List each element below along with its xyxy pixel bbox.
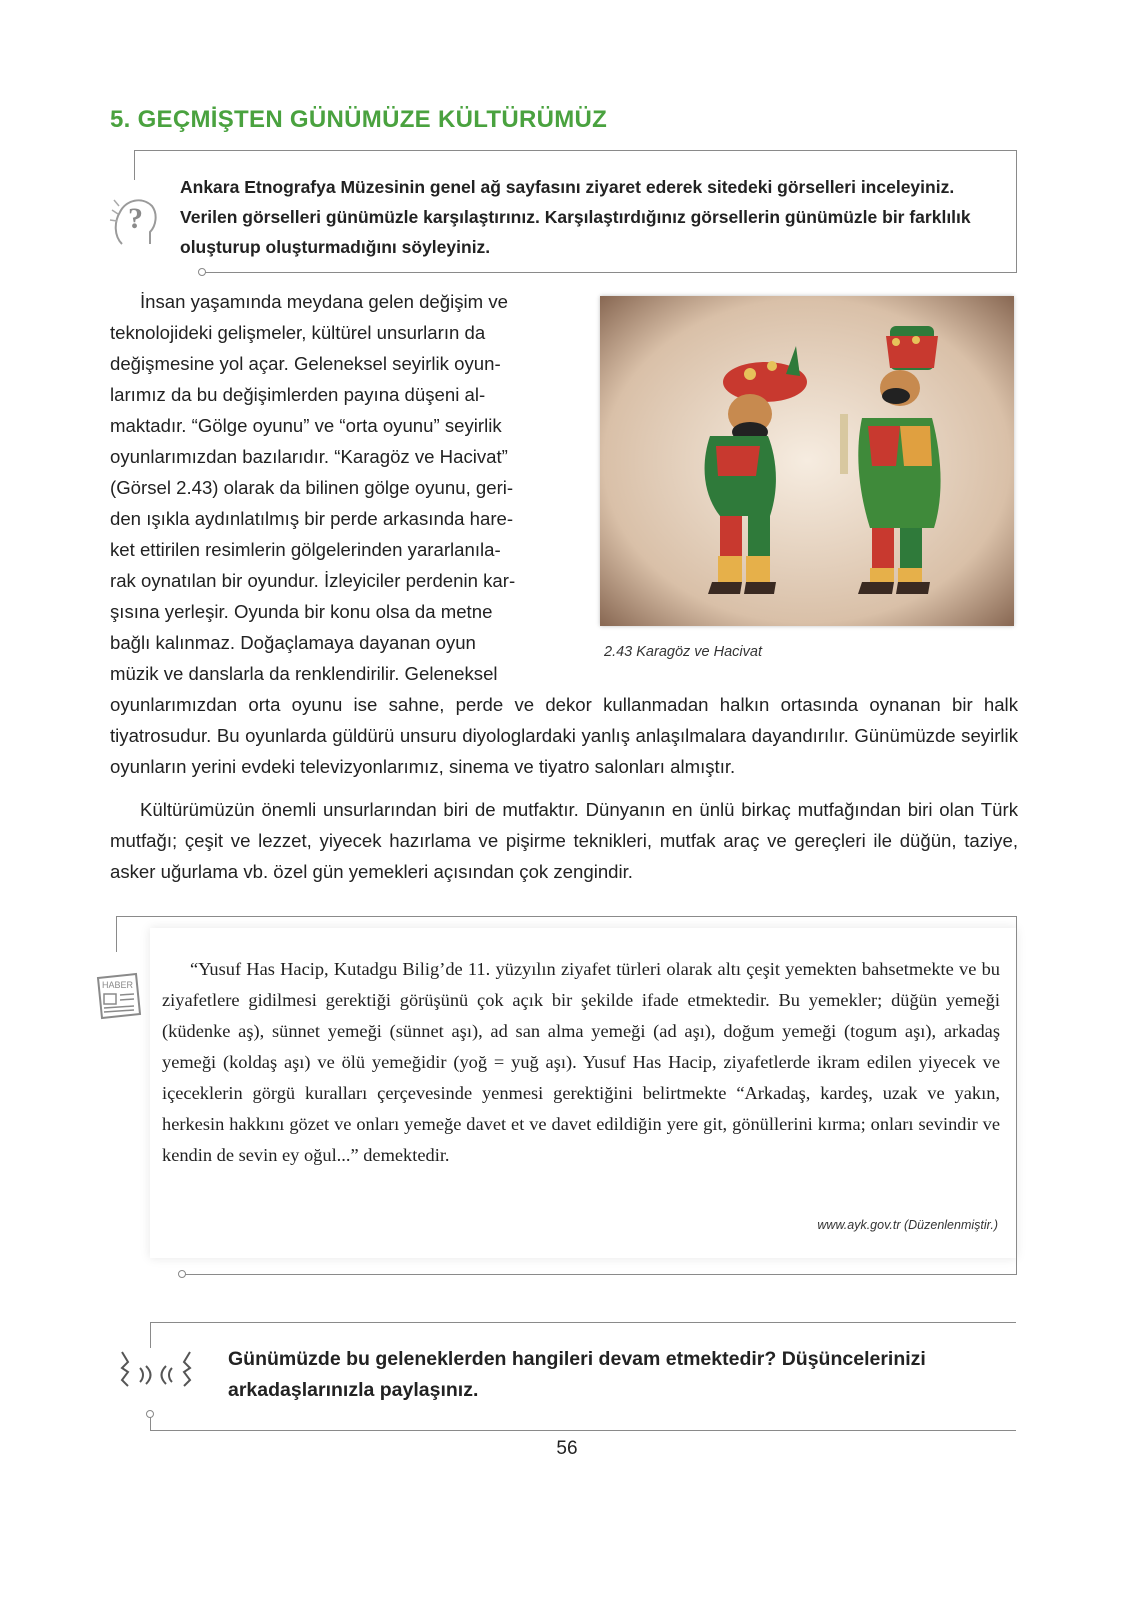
activity-instruction: Ankara Etnografya Müzesinin genel ağ sayfasını ziyaret ederek sitedeki görselleri inceleyiniz. Verilen görselleri günümüzle karşılaştırınız. Karşılaştırdığınız görsellerin günümüzle bir farklılık oluşturup oluşturmadığını söyleyiniz.	[180, 177, 971, 257]
section-title: 5. GEÇMİŞTEN GÜNÜMÜZE KÜLTÜRÜMÜZ	[110, 106, 608, 133]
body-line: İnsan yaşamında meydana gelen değişim ve	[140, 291, 508, 312]
discussion-question: Günümüzde bu geleneklerden hangileri devam etmektedir? Düşüncelerinizi arkadaşlarınızla paylaşınız.	[228, 1348, 926, 1401]
body-line: (Görsel 2.43) olarak da bilinen gölge oyunu, geri-	[110, 477, 514, 498]
discussion-frame-bottom	[150, 1430, 1016, 1431]
body-line: ket ettirilen resimlerin gölgelerinden yararlanıla-	[110, 539, 501, 560]
question-head-icon	[108, 186, 164, 250]
body-line: den ışıkla aydınlatılmış bir perde arkasında hare-	[110, 508, 514, 529]
page-number: 56	[556, 1438, 578, 1459]
figure-caption: 2.43 Karagöz ve Hacivat	[604, 644, 762, 660]
discussion-frame-left	[150, 1322, 151, 1348]
body-line: maktadır. “Gölge oyunu” ve “orta oyunu” seyirlik	[110, 415, 502, 436]
body-line: oyunlarımızdan bazılarıdır. “Karagöz ve Hacivat”	[110, 446, 508, 467]
body-line: teknolojideki gelişmeler, kültürel unsurların da	[110, 322, 486, 343]
news-quote	[162, 954, 1000, 1171]
news-quote-text: “Yusuf Has Hacip, Kutadgu Bilig’de 11. yüzyılın ziyafet türleri olarak altı çeşit yemekten bahsetmekte ve bu ziyafetlere gidilmesi gerektiği görüşünü çok açık bir şekilde ifade etmektedir. Bu yemekler; düğün yemeği (küdenke aş), sünnet yemeği (sünnet aşı), ad san alma yemeği (ad aşı), doğum yemeği (togum aşı), arkadaş yemeği (koldaş aşı) ve ölü yemeğidir (yoğ = yuğ aşı). Yusuf Has Hacip, ziyafetlerde ikram edilen yiyecek ve içeceklerin görgü kuralları çerçevesinde yenmesi gerektiğini belirtmekte “Arkadaş, kardeş, uzak ve yakın, herkesin hakkını gözet ve onları yemeğe davet et ve davet edildiğin yere git, gönüllerini kırma; onları sevindir ve kendin de sevin ey oğul...” demektedir.	[162, 959, 1000, 1165]
body-line: şısına yerleşir. Oyunda bir konu olsa da metne	[110, 601, 493, 622]
activity-frame-dot	[198, 268, 206, 276]
discussion-frame-top	[150, 1322, 1016, 1323]
activity-frame-bottom	[204, 272, 1016, 273]
body-line: bağlı kalınmaz. Doğaçlamaya dayanan oyun	[110, 632, 476, 653]
svg-text:?: ?	[128, 202, 143, 235]
newspaper-icon	[92, 970, 146, 1024]
karagoz-hacivat-photo	[600, 296, 1014, 626]
discussion-frame-dot	[146, 1410, 154, 1418]
body-paragraph-1-wrapped	[110, 286, 568, 689]
news-frame-dot	[178, 1270, 186, 1278]
news-frame-bottom	[184, 1274, 1016, 1275]
body-line: rak oynatılan bir oyundur. İzleyiciler perdenin kar-	[110, 570, 516, 591]
discussion-faces-icon	[114, 1346, 204, 1396]
body-paragraph-1-tail: oyunlarımızdan orta oyunu ise sahne, perde ve dekor kullanmadan halkın ortasında oynanan bir halk tiyatrosudur. Bu oyunlarda güldürü unsuru diyologlardaki yanlış anlaşılmalara dayandırılır. Günümüzde seyirlik oyunların yerini evdeki televizyonlarımız, sinema ve tiyatro salonları almıştır.	[110, 694, 1018, 777]
body-line: müzik ve danslarla da renklendirilir. Geleneksel	[110, 663, 498, 684]
newspaper-icon-label: HABER	[102, 980, 134, 990]
body-paragraph-2: Kültürümüzün önemli unsurlarından biri de mutfaktır. Dünyanın en ünlü birkaç mutfağından biri olan Türk mutfağı; çeşit ve lezzet, yiyecek hazırlama ve pişirme teknikleri, mutfak araç ve gereçleri ile düğün, taziye, asker uğurlama vb. özel gün yemekleri açısından çok zengindir.	[110, 799, 1018, 882]
body-line: larımız da bu değişimlerden payına düşeni al-	[110, 384, 486, 405]
news-source: www.ayk.gov.tr (Düzenlenmiştir.)	[817, 1218, 998, 1232]
body-line: değişmesine yol açar. Geleneksel seyirlik oyun-	[110, 353, 501, 374]
